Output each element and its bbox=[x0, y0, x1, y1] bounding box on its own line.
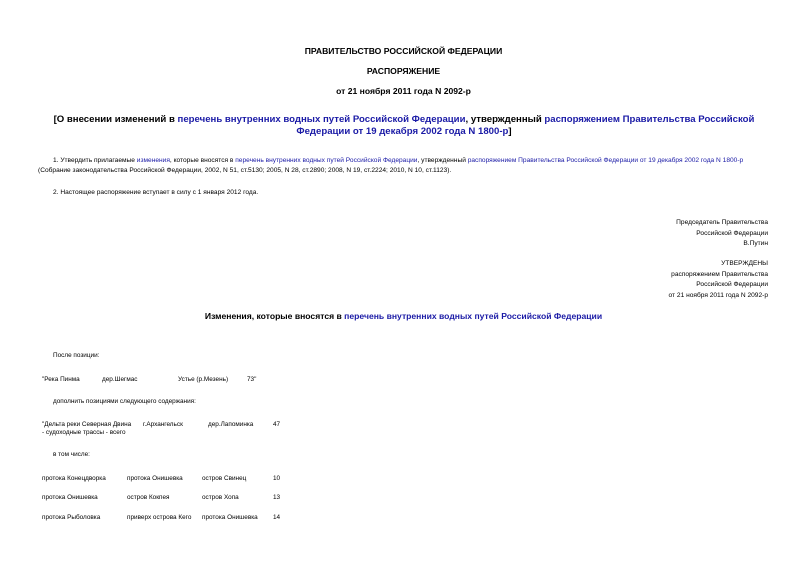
delta-name bbox=[42, 421, 131, 437]
including-label: в том числе: bbox=[53, 451, 90, 458]
channel-3-name: протока Рыболовка bbox=[42, 514, 101, 521]
changes-heading bbox=[0, 311, 807, 321]
channel-1-to: остров Свинец bbox=[202, 475, 247, 482]
p1-text-4: (Собрание законодательства Российской Федерации, 2002, N 51, ст.5130; 2005, N 28, ст.2890; 2008, N 19, ст.2224; 2010, N 10, ст.1123). bbox=[38, 167, 452, 174]
approved-block bbox=[500, 259, 768, 301]
p1-text-1: 1. Утвердить прилагаемые bbox=[53, 157, 137, 164]
signature-name: В.Путин bbox=[743, 240, 768, 247]
after-position-label: После позиции: bbox=[53, 352, 100, 359]
approved-line-2: распоряжением Правительства bbox=[671, 270, 768, 278]
channel-2-from: остров Кокпея bbox=[127, 494, 170, 501]
delta-name-line-2: - судоходные трассы - всего bbox=[42, 429, 126, 436]
channel-1-from: протока Онишевка bbox=[127, 475, 183, 482]
p1-text-2: , которые вносятся в bbox=[169, 157, 236, 164]
channel-3-km: 14 bbox=[273, 514, 281, 521]
channel-1-name: протока Конецдворка bbox=[42, 475, 106, 482]
supplement-label: дополнить позициями следующего содержания: bbox=[53, 398, 196, 405]
p1-text-3: , утвержденный bbox=[417, 157, 468, 164]
delta-name-line-1: "Дельта реки Северная Двина bbox=[42, 421, 132, 428]
title-text-2: , утвержденный bbox=[465, 114, 545, 125]
position-river-name: "Река Пинма bbox=[42, 376, 80, 383]
p1-link-order-1800[interactable]: распоряжением Правительства Российской Федерации от 19 декабря 2002 года N 1800-р bbox=[467, 157, 744, 164]
channel-2-km: 13 bbox=[273, 494, 281, 501]
document-date: от 21 ноября 2011 года N 2092-р bbox=[336, 86, 471, 96]
signature-line-1: Председатель Правительства bbox=[676, 219, 768, 226]
title-link-order-1800[interactable]: распоряжением Правительства Российской Федерации от 19 декабря 2002 года N 1800-р bbox=[296, 114, 755, 137]
delta-to: дер.Лапоминка bbox=[208, 421, 254, 428]
changes-heading-link[interactable]: перечень внутренних водных путей Российской Федерации bbox=[344, 311, 603, 321]
title-link-waterways-list[interactable]: перечень внутренних водных путей Российской Федерации bbox=[177, 114, 466, 125]
paragraph-1 bbox=[38, 156, 770, 176]
approved-line-3: Российской Федерации bbox=[696, 281, 768, 288]
document-title bbox=[38, 114, 770, 138]
signature-block bbox=[500, 218, 768, 250]
delta-from: г.Архангельск bbox=[143, 421, 183, 428]
channel-2-to: остров Хопа bbox=[202, 494, 239, 501]
channel-3-to: протока Онишевка bbox=[202, 514, 258, 521]
approved-line-4: от 21 ноября 2011 года N 2092-р bbox=[668, 291, 768, 299]
channel-1-km: 10 bbox=[273, 475, 281, 482]
delta-km: 47 bbox=[273, 421, 281, 428]
paragraph-2: 2. Настоящее распоряжение вступает в силу с 1 января 2012 года. bbox=[53, 189, 259, 196]
document-type: РАСПОРЯЖЕНИЕ bbox=[366, 66, 441, 76]
title-text-1: [О внесении изменений в bbox=[53, 114, 178, 125]
p1-link-waterways-list[interactable]: перечень внутренних водных путей Российской Федерации bbox=[235, 157, 418, 164]
title-text-3: ] bbox=[508, 126, 512, 137]
position-km: 73" bbox=[247, 376, 257, 383]
p1-link-changes[interactable]: изменения bbox=[136, 157, 170, 164]
position-from: дер.Шегмас bbox=[102, 376, 138, 383]
government-heading: ПРАВИТЕЛЬСТВО РОССИЙСКОЙ ФЕДЕРАЦИИ bbox=[304, 46, 503, 56]
position-to: Устье (р.Мезень) bbox=[178, 376, 229, 383]
changes-heading-text: Изменения, которые вносятся в bbox=[204, 311, 345, 321]
approved-line-1: УТВЕРЖДЕНЫ bbox=[721, 260, 768, 267]
signature-line-2: Российской Федерации bbox=[696, 229, 768, 237]
channel-3-from: приверх острова Кего bbox=[127, 514, 192, 521]
channel-2-name: протока Онишевка bbox=[42, 494, 98, 501]
